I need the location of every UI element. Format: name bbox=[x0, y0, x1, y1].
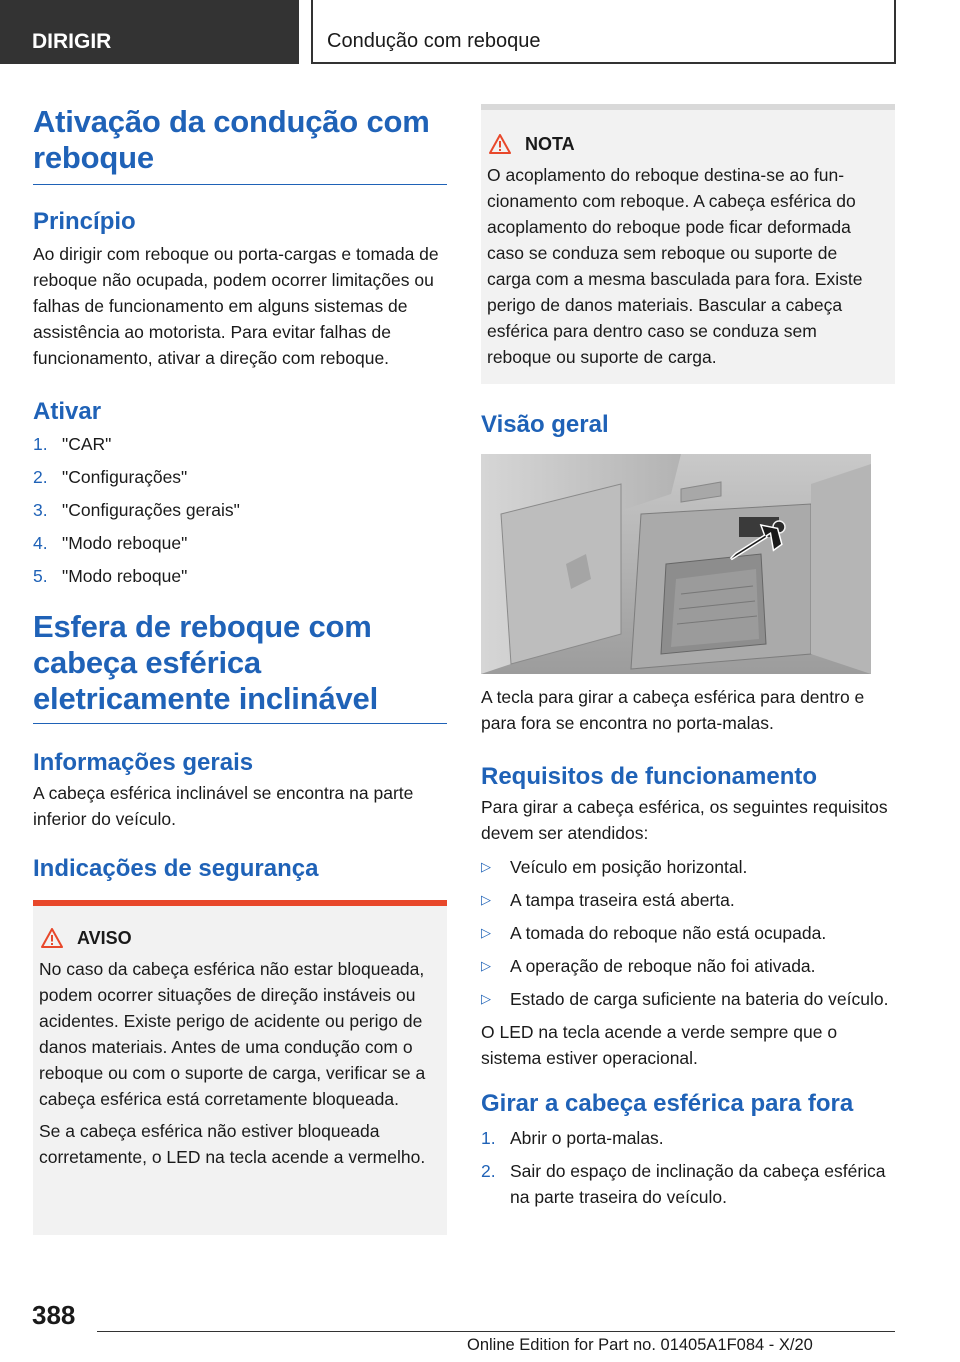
list-item: 2. "Configurações" bbox=[33, 467, 188, 487]
note-box bbox=[481, 104, 895, 384]
heading-principio: Princípio bbox=[33, 208, 136, 235]
triangle-bullet-icon: ▷ bbox=[481, 859, 491, 874]
heading-girar: Girar a cabeça esférica para fora bbox=[481, 1090, 854, 1117]
page-number: 388 bbox=[32, 1300, 76, 1330]
list-item: 1. Abrir o porta-malas. bbox=[481, 1128, 664, 1148]
warning-triangle-icon bbox=[489, 134, 511, 154]
warning-title: AVISO bbox=[39, 926, 437, 950]
warning-triangle-icon bbox=[41, 928, 63, 948]
triangle-bullet-icon: ▷ bbox=[481, 958, 491, 973]
triangle-bullet-icon: ▷ bbox=[481, 925, 491, 940]
paragraph-requisitos: Para girar a cabeça esférica, os seguintes requisitos devem ser atendidos: bbox=[481, 797, 888, 843]
paragraph-info-gerais: A cabeça esférica inclinável se encontra na parte inferior do veículo. bbox=[33, 783, 414, 829]
title-esfera: Esfera de reboque com cabeça esférica eletricamente inclinável bbox=[33, 609, 447, 724]
warning-box bbox=[33, 900, 447, 1235]
edition-text: Online Edition for Part no. 01405A1F084 - X/20 bbox=[467, 1336, 813, 1354]
list-item: 4. "Modo reboque" bbox=[33, 533, 188, 553]
heading-requisitos: Requisitos de funcionamento bbox=[481, 763, 818, 790]
list-item: ▷ Estado de carga suficiente na bateria do veículo. bbox=[481, 986, 895, 1012]
list-item: 5. "Modo reboque" bbox=[33, 566, 188, 586]
list-item: ▷ A operação de reboque não foi ativada. bbox=[481, 953, 895, 979]
list-item: 2. Sair do espaço de inclinação da cabeça esférica na parte traseira do veículo. bbox=[481, 1161, 886, 1207]
list-item: ▷ A tomada do reboque não está ocupada. bbox=[481, 920, 895, 946]
right-column bbox=[481, 104, 895, 1217]
warning-text-2: Se a cabeça esférica não estiver bloqueada corretamente, o LED na tecla acende a vermelho. bbox=[39, 1121, 426, 1167]
chapter-label: Condução com reboque bbox=[327, 30, 541, 52]
ativar-steps bbox=[33, 431, 447, 589]
photo-caption: A tecla para girar a cabeça esférica para dentro e para fora se encontra no porta-malas. bbox=[481, 687, 865, 733]
girar-steps bbox=[481, 1125, 895, 1210]
note-title: NOTA bbox=[487, 132, 885, 156]
section-label: DIRIGIR bbox=[32, 30, 112, 53]
trunk-illustration bbox=[481, 454, 871, 674]
list-item: ▷ Veículo em posição horizontal. bbox=[481, 854, 895, 880]
footer-divider bbox=[97, 1331, 895, 1332]
paragraph-principio: Ao dirigir com reboque ou porta-cargas e tomada de reboque não ocupada, podem ocorrer limitações ou falhas de funcionamento em alguns sistemas de assistência ao motorista. Para evitar falhas de funcionamento, ativar a direção com reboque. bbox=[33, 244, 439, 368]
triangle-bullet-icon: ▷ bbox=[481, 991, 491, 1006]
trunk-photo bbox=[481, 454, 871, 674]
list-item: 1. "CAR" bbox=[33, 434, 112, 454]
note-text: O acoplamento do reboque destina-se ao funcionamento com reboque. A cabeça esférica do acoplamento do reboque pode ficar deformada caso se conduza sem reboque ou suporte de carga com a mesma basculada para fora. Existe perigo de danos materiais. Bascular a cabeça esférica para dentro caso se conduza sem reboque ou suporte de carga. bbox=[487, 165, 863, 367]
chapter-tab bbox=[311, 0, 896, 64]
title-ativacao: Ativação da condução com reboque bbox=[33, 104, 447, 185]
triangle-bullet-icon: ▷ bbox=[481, 892, 491, 907]
heading-info-gerais: Informações gerais bbox=[33, 749, 254, 776]
left-column bbox=[33, 104, 447, 1235]
heading-ativar: Ativar bbox=[33, 398, 102, 425]
paragraph-led: O LED na tecla acende a verde sempre que o sistema estiver operacional. bbox=[481, 1022, 838, 1068]
heading-seguranca: Indicações de segurança bbox=[33, 855, 319, 882]
section-tab bbox=[0, 0, 299, 64]
heading-visao-geral: Visão geral bbox=[481, 411, 609, 438]
requisitos-list bbox=[481, 854, 895, 1012]
list-item: ▷ A tampa traseira está aberta. bbox=[481, 887, 895, 913]
list-item: 3. "Configurações gerais" bbox=[33, 500, 240, 520]
warning-text: No caso da cabeça esférica não estar bloqueada, podem ocorrer situações de direção instáveis ou acidentes. Existe perigo de acidente ou perigo de danos materiais. Antes de uma condução com o reboque ou com o suporte de carga, verificar se a cabeça esférica está corretamente bloqueada. bbox=[39, 959, 426, 1109]
